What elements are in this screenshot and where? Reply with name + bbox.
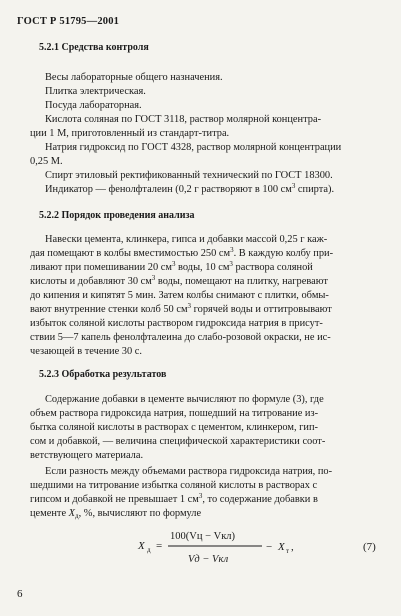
text-line: шедшими на титрование избытка соляной кислоты в растворах с <box>30 480 318 491</box>
formula-7 <box>0 523 401 573</box>
text-line: избыток соляной кислоты раствором гидроксида натрия в присут- <box>30 318 323 329</box>
text-line: Плитка электрическая. <box>45 86 146 97</box>
page-header: ГОСТ Р 51795—2001 <box>17 16 120 27</box>
formula-xt-sub: т <box>286 547 290 555</box>
text-line: объем раствора гидроксида натрия, пошедший на титрование из- <box>30 408 319 419</box>
text-line: Спирт этиловый ректификованный технический по ГОСТ 18300. <box>45 170 333 181</box>
text-line: Кислота соляная по ГОСТ 3118, раствор молярной концентра- <box>45 114 322 125</box>
text-line: Индикатор — фенолфталеин (0,2 г растворяют в 100 $см^3$ спирта). <box>45 182 335 195</box>
formula-xt: X <box>278 541 285 553</box>
text-line: вают внутренние стенки колб 50 $см^3$ горячей воды и оттитровывают <box>30 302 332 315</box>
page-number: 6 <box>17 588 23 600</box>
text-line: ветствующего материала. <box>30 450 144 461</box>
text-line: цементе $X_д$, %, вычисляют по формуле <box>30 508 202 520</box>
text-line: Если разность между объемами раствора гидроксида натрия, по- <box>45 466 333 477</box>
text-line: 0,25 М. <box>30 156 63 167</box>
formula-comma: , <box>291 541 294 553</box>
text-line: кислоты и добавляют 30 $см^3$ воды, помещают на плитку, нагревают <box>30 274 328 287</box>
section-heading-5-2-1: 5.2.1 Средства контроля <box>39 42 149 53</box>
text-line: чезающей в течение 30 с. <box>30 346 142 357</box>
formula-denominator: Vд − Vкл <box>188 554 229 565</box>
formula-lhs: X <box>138 540 145 552</box>
formula-equals: = <box>156 540 163 552</box>
text-line: гипсом и добавкой не превышает 1 $см^3$, то содержание добавки в <box>30 492 318 505</box>
text-line: Весы лабораторные общего назначения. <box>45 72 223 83</box>
text-line: Содержание добавки в цементе вычисляют по формуле (3), где <box>45 394 324 405</box>
text-line: бытка соляной кислоты в растворах с цементом, клинкером, гип- <box>30 422 318 433</box>
formula-minus: − <box>266 541 273 553</box>
section-heading-5-2-2: 5.2.2 Порядок проведения анализа <box>39 210 195 221</box>
text-line: ции 1 М, приготовленный из стандарт-титра. <box>30 128 230 139</box>
formula-numerator: 100(Vц − Vкл) <box>170 531 236 542</box>
text-line: сом и добавкой, — величина специфической характеристики соот- <box>30 436 326 447</box>
text-line: дая помещают в колбы вместимостью 250 $см^3$. В каждую колбу при- <box>30 246 334 259</box>
text-line: до кипения и кипятят 5 мин. Затем колбы снимают с плитки, обмы- <box>30 290 329 301</box>
section-heading-5-2-3: 5.2.3 Обработка результатов <box>39 369 167 380</box>
text-line: Посуда лабораторная. <box>45 100 142 111</box>
text-line: Натрия гидроксид по ГОСТ 4328, раствор молярной концентрации <box>45 142 342 153</box>
formula-lhs-sub: д <box>147 546 151 554</box>
text-line: ливают при помешивании 20 $см^3$ воды, 10 $см^3$ раствора соляной <box>30 260 313 273</box>
text-line: Навески цемента, клинкера, гипса и добавки массой 0,25 г каж- <box>45 234 328 245</box>
text-line: ствии 5—7 капель фенолфталеина до слабо-розовой окраски, не ис- <box>30 332 331 343</box>
formula-number: (7) <box>363 541 376 553</box>
